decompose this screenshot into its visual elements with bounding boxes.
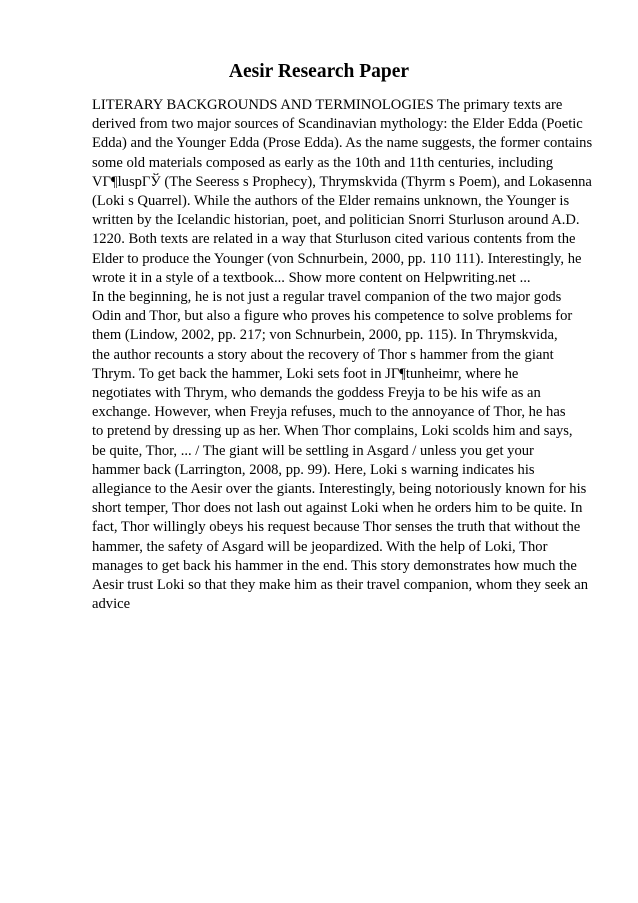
body-line: be quite, Thor, ... / The giant will be settling in Asgard / unless you get your [92, 442, 534, 459]
body-line: to pretend by dressing up as her. When Thor complains, Loki scolds him and says, [92, 423, 573, 440]
body-line: Aesir trust Loki so that they make him as their travel companion, whom they seek an [92, 577, 589, 594]
body-line: short temper, Thor does not lash out against Loki when he orders him to be quite. In [92, 500, 583, 517]
body-line: written by the Icelandic historian, poet, and politician Snorri Sturluson around A.D. [92, 212, 580, 229]
body-line: derived from two major sources of Scandinavian mythology: the Elder Edda (Poetic [92, 116, 583, 133]
body-line: Thrym. To get back the hammer, Loki sets foot in JГ¶tunheimr, where he [92, 365, 519, 382]
body-line: 1220. Both texts are related in a way that Sturluson cited various contents from the [92, 231, 576, 248]
body-line: advice [92, 596, 131, 613]
body-line: negotiates with Thrym, who demands the goddess Freyja to be his wife as an [92, 385, 541, 402]
body-line: Odin and Thor, but also a figure who proves his competence to solve problems for [92, 308, 573, 325]
body-line: Edda) and the Younger Edda (Prose Edda). As the name suggests, the former contains [92, 135, 593, 152]
document-title: Aesir Research Paper [228, 61, 410, 82]
body-line: some old materials composed as early as the 10th and 11th centuries, including [92, 154, 554, 171]
body-line: Elder to produce the Younger (von Schnurbein, 2000, pp. 110 111). Interestingly, he [92, 250, 582, 267]
body-line: exchange. However, when Freyja refuses, much to the annoyance of Thor, he has [92, 404, 566, 421]
body-line: (Loki s Quarrel). While the authors of the Elder remains unknown, the Younger is [92, 193, 570, 210]
body-line: In the beginning, he is not just a regular travel companion of the two major gods [92, 289, 562, 306]
body-line: them (Lindow, 2002, pp. 217; von Schnurbein, 2000, pp. 115). In Thrymskvida, [92, 327, 558, 344]
body-line: LITERARY BACKGROUNDS AND TERMINOLOGIES The primary texts are [92, 97, 563, 113]
body-line: the author recounts a story about the recovery of Thor s hammer from the giant [92, 346, 554, 363]
body-line: manages to get back his hammer in the end. This story demonstrates how much the [92, 557, 577, 574]
body-line: allegiance to the Aesir over the giants. Interestingly, being notoriously known for his [92, 481, 587, 498]
body-line: wrote it in a style of a textbook... Show more content on Helpwriting.net ... [92, 269, 531, 286]
body-line: VГ¶luspГЎ (The Seeress s Prophecy), Thrymskvida (Thyrm s Poem), and Lokasenna [92, 173, 592, 190]
document-body [92, 96, 612, 614]
body-line: hammer back (Larrington, 2008, pp. 99). Here, Loki s warning indicates his [92, 461, 535, 478]
body-line: fact, Thor willingly obeys his request because Thor senses the truth that without the [92, 519, 581, 536]
body-line: hammer, the safety of Asgard will be jeopardized. With the help of Loki, Thor [92, 538, 548, 555]
